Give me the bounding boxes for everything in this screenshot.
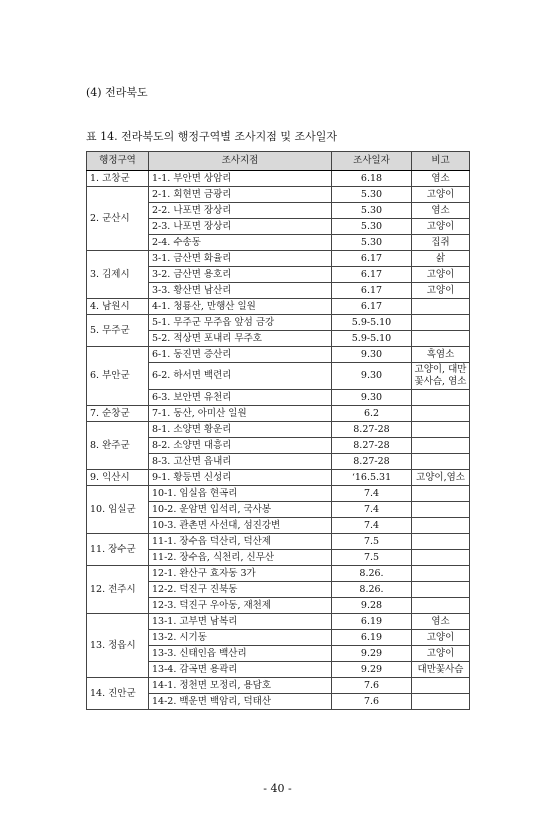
site-cell: 10-3. 관촌면 사선대, 섬진강변 <box>149 518 332 534</box>
note-cell <box>412 454 470 470</box>
note-cell: 고양이 <box>412 630 470 646</box>
region-cell: 14. 진안군 <box>87 678 149 710</box>
date-cell: 6.17 <box>332 251 412 267</box>
note-cell: 고양이, 대만꽃사슴, 염소 <box>412 363 470 390</box>
site-cell: 13-1. 고부면 남복리 <box>149 614 332 630</box>
date-cell: 6.19 <box>332 614 412 630</box>
date-cell: 7.5 <box>332 550 412 566</box>
table-row <box>87 486 470 502</box>
note-cell <box>412 550 470 566</box>
date-cell: 9.29 <box>332 646 412 662</box>
site-cell: 11-1. 장수읍 덕산리, 덕산제 <box>149 534 332 550</box>
note-cell <box>412 518 470 534</box>
region-cell: 4. 남원시 <box>87 299 149 315</box>
table-row <box>87 187 470 203</box>
date-cell: 6.19 <box>332 630 412 646</box>
note-cell <box>412 502 470 518</box>
date-cell: 8.27-28 <box>332 438 412 454</box>
table-caption: 표 14. 전라북도의 행정구역별 조사지점 및 조사일자 <box>86 130 337 143</box>
site-cell: 7-1. 동산, 아미산 일원 <box>149 406 332 422</box>
note-cell: 고양이 <box>412 646 470 662</box>
note-cell: 고양이 <box>412 267 470 283</box>
section-heading: (4) 전라북도 <box>86 86 148 99</box>
note-cell <box>412 438 470 454</box>
site-cell: 8-3. 고산면 읍내리 <box>149 454 332 470</box>
note-cell: 집쥐 <box>412 235 470 251</box>
note-cell: 염소 <box>412 614 470 630</box>
note-cell <box>412 566 470 582</box>
site-cell: 11-2. 장수읍, 식천리, 신무산 <box>149 550 332 566</box>
region-cell: 2. 군산시 <box>87 187 149 251</box>
region-cell: 9. 익산시 <box>87 470 149 486</box>
date-cell: 9.30 <box>332 363 412 390</box>
note-cell <box>412 678 470 694</box>
date-cell: 9.29 <box>332 662 412 678</box>
site-cell: 2-2. 나포면 장상리 <box>149 203 332 219</box>
note-cell: 염소 <box>412 171 470 187</box>
site-cell: 8-1. 소양면 황운리 <box>149 422 332 438</box>
date-cell: 5.30 <box>332 203 412 219</box>
site-cell: 9-1. 황등면 신성리 <box>149 470 332 486</box>
site-cell: 13-4. 감곡면 용곽리 <box>149 662 332 678</box>
site-cell: 2-3. 나포면 장상리 <box>149 219 332 235</box>
survey-table <box>86 151 470 710</box>
region-cell: 5. 무주군 <box>87 315 149 347</box>
date-cell: 6.2 <box>332 406 412 422</box>
table-row <box>87 347 470 363</box>
region-cell: 11. 장수군 <box>87 534 149 566</box>
site-cell: 8-2. 소양면 대흥리 <box>149 438 332 454</box>
date-cell: 9.30 <box>332 390 412 406</box>
header-date: 조사일자 <box>332 152 412 171</box>
site-cell: 1-1. 부안면 상암리 <box>149 171 332 187</box>
site-cell: 3-2. 금산면 용호리 <box>149 267 332 283</box>
site-cell: 2-1. 회현면 금광리 <box>149 187 332 203</box>
note-cell: 고양이 <box>412 283 470 299</box>
region-cell: 6. 부안군 <box>87 347 149 406</box>
note-cell: 흑염소 <box>412 347 470 363</box>
table-row <box>87 315 470 331</box>
region-cell: 1. 고창군 <box>87 171 149 187</box>
region-cell: 3. 김제시 <box>87 251 149 299</box>
site-cell: 10-2. 운암면 입석리, 국사봉 <box>149 502 332 518</box>
site-cell: 14-1. 정천면 모정리, 용담호 <box>149 678 332 694</box>
date-cell: 7.5 <box>332 534 412 550</box>
page-number: - 40 - <box>263 782 292 795</box>
date-cell: 5.30 <box>332 187 412 203</box>
site-cell: 5-2. 적상면 포내리 무주호 <box>149 331 332 347</box>
date-cell: 6.17 <box>332 299 412 315</box>
site-cell: 6-1. 동진면 증산리 <box>149 347 332 363</box>
note-cell: 고양이 <box>412 187 470 203</box>
site-cell: 12-1. 완산구 효자동 3가 <box>149 566 332 582</box>
site-cell: 14-2. 백운면 백암리, 덕태산 <box>149 694 332 710</box>
site-cell: 13-3. 신태인읍 백산리 <box>149 646 332 662</box>
table-row <box>87 171 470 187</box>
site-cell: 3-3. 황산면 남산리 <box>149 283 332 299</box>
site-cell: 10-1. 임실읍 현곡리 <box>149 486 332 502</box>
note-cell: 고양이 <box>412 219 470 235</box>
region-cell: 10. 임실군 <box>87 486 149 534</box>
table-row <box>87 422 470 438</box>
note-cell <box>412 534 470 550</box>
date-cell: 7.4 <box>332 518 412 534</box>
date-cell: 7.6 <box>332 678 412 694</box>
note-cell <box>412 331 470 347</box>
date-cell: 9.28 <box>332 598 412 614</box>
header-note: 비고 <box>412 152 470 171</box>
region-cell: 12. 전주시 <box>87 566 149 614</box>
date-cell: 6.18 <box>332 171 412 187</box>
note-cell: 삵 <box>412 251 470 267</box>
note-cell <box>412 299 470 315</box>
date-cell: 6.17 <box>332 283 412 299</box>
table-header-row <box>87 152 470 171</box>
date-cell: 7.6 <box>332 694 412 710</box>
table-row <box>87 534 470 550</box>
table-row <box>87 614 470 630</box>
header-site: 조사지점 <box>149 152 332 171</box>
date-cell: 8.26. <box>332 582 412 598</box>
note-cell: 고양이,염소 <box>412 470 470 486</box>
date-cell: 8.26. <box>332 566 412 582</box>
date-cell: 5.30 <box>332 219 412 235</box>
header-region: 행정구역 <box>87 152 149 171</box>
date-cell: 8.27-28 <box>332 454 412 470</box>
note-cell: 대만꽃사슴 <box>412 662 470 678</box>
table-row <box>87 470 470 486</box>
date-cell: 5.9-5.10 <box>332 331 412 347</box>
site-cell: 6-3. 보안면 유천리 <box>149 390 332 406</box>
site-cell: 6-2. 하서면 백련리 <box>149 363 332 390</box>
site-cell: 5-1. 무주군 무주읍 앞섬 금강 <box>149 315 332 331</box>
date-cell: 5.30 <box>332 235 412 251</box>
table-row <box>87 406 470 422</box>
site-cell: 12-2. 덕진구 진북동 <box>149 582 332 598</box>
date-cell: 5.9-5.10 <box>332 315 412 331</box>
note-cell <box>412 486 470 502</box>
table-row <box>87 299 470 315</box>
table-row <box>87 566 470 582</box>
region-cell: 13. 정읍시 <box>87 614 149 678</box>
table-row <box>87 251 470 267</box>
site-cell: 13-2. 시기동 <box>149 630 332 646</box>
region-cell: 8. 완주군 <box>87 422 149 470</box>
note-cell: 염소 <box>412 203 470 219</box>
site-cell: 3-1. 금산면 화율리 <box>149 251 332 267</box>
date-cell: 9.30 <box>332 347 412 363</box>
site-cell: 12-3. 덕진구 우아동, 재천제 <box>149 598 332 614</box>
note-cell <box>412 406 470 422</box>
note-cell <box>412 598 470 614</box>
note-cell <box>412 315 470 331</box>
date-cell: 7.4 <box>332 486 412 502</box>
date-cell: ‘16.5.31 <box>332 470 412 486</box>
date-cell: 6.17 <box>332 267 412 283</box>
note-cell <box>412 694 470 710</box>
region-cell: 7. 순창군 <box>87 406 149 422</box>
date-cell: 7.4 <box>332 502 412 518</box>
note-cell <box>412 422 470 438</box>
date-cell: 8.27-28 <box>332 422 412 438</box>
site-cell: 2-4. 수송동 <box>149 235 332 251</box>
note-cell <box>412 582 470 598</box>
site-cell: 4-1. 청룡산, 만행산 일원 <box>149 299 332 315</box>
note-cell <box>412 390 470 406</box>
table-row <box>87 678 470 694</box>
